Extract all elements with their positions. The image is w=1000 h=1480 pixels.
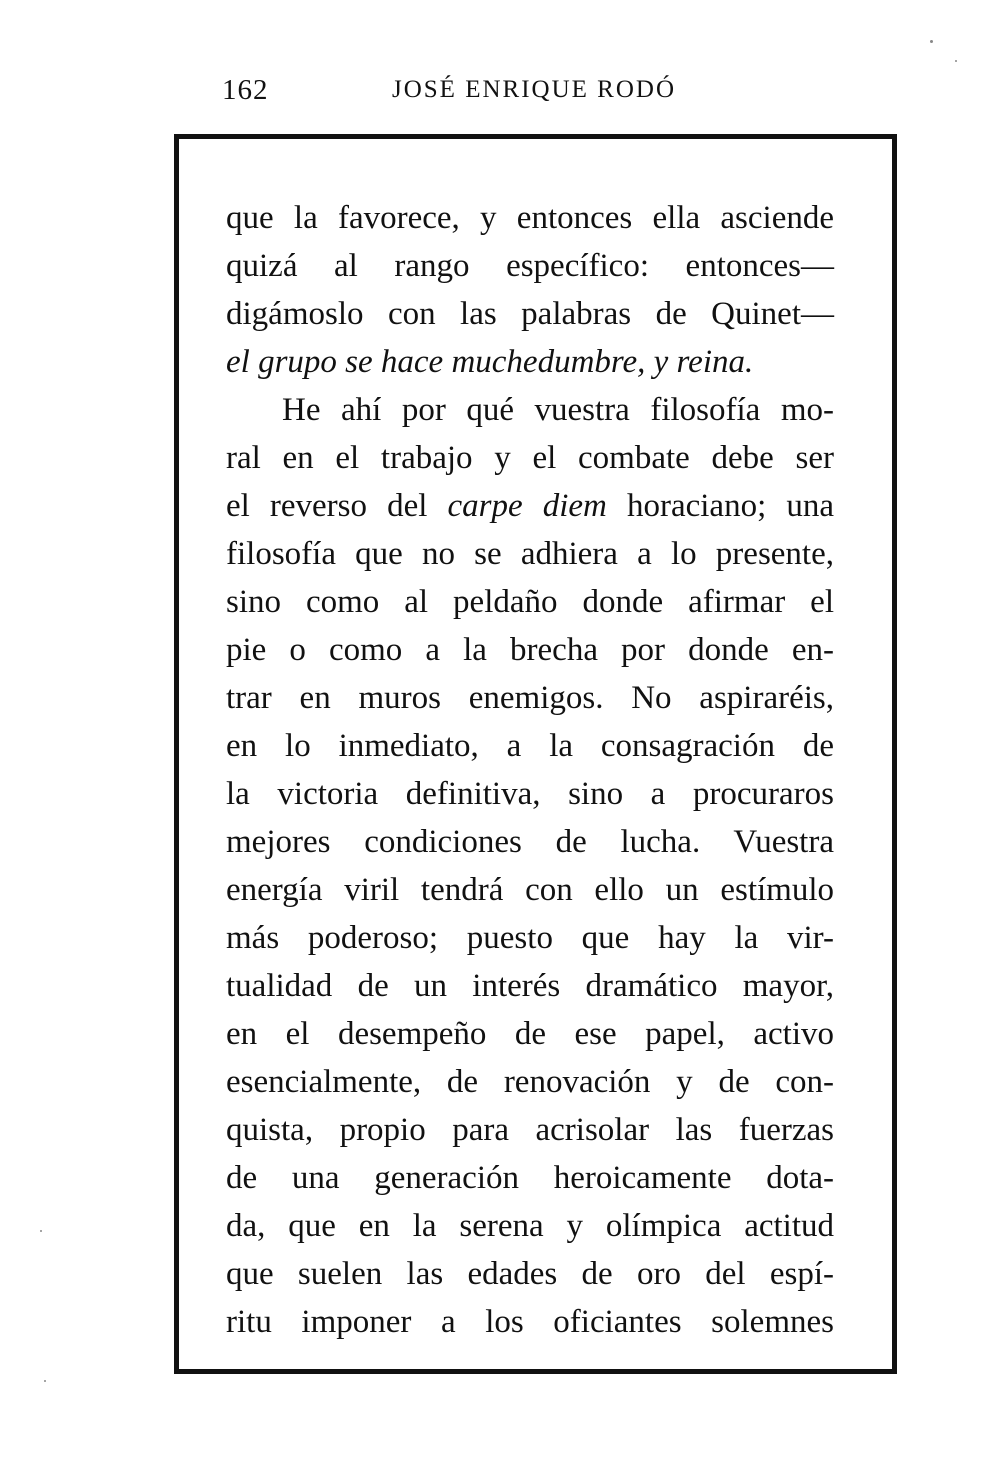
text-line: pie o como a la brecha por donde en- bbox=[226, 632, 834, 668]
text-line: mejores condiciones de lucha. Vuestra bbox=[226, 824, 834, 860]
text-line: que suelen las edades de oro del espí- bbox=[226, 1256, 834, 1292]
text-line: en lo inmediato, a la consagración de bbox=[226, 728, 834, 764]
text-line: quista, propio para acrisolar las fuerzas bbox=[226, 1112, 834, 1148]
text-line: quizá al rango específico: entonces— bbox=[226, 248, 834, 284]
italic-phrase: carpe diem bbox=[447, 488, 607, 524]
text-line-paragraph-start: He ahí por qué vuestra filosofía mo- bbox=[282, 392, 834, 428]
text-line: sino como al peldaño donde afirmar el bbox=[226, 584, 834, 620]
text-line: filosofía que no se adhiera a lo presente, bbox=[226, 536, 834, 572]
italic-quote: el grupo se hace muchedumbre, y reina. bbox=[226, 344, 754, 380]
text-line: trar en muros enemigos. No aspiraréis, bbox=[226, 680, 834, 716]
text-line: ral en el trabajo y el combate debe ser bbox=[226, 440, 834, 476]
body-text bbox=[226, 194, 834, 1346]
text-line: de una generación heroicamente dota- bbox=[226, 1160, 834, 1196]
text-line: digámoslo con las palabras de Quinet— bbox=[226, 296, 834, 332]
text-line: energía viril tendrá con ello un estímulo bbox=[226, 872, 834, 908]
text-line: en el desempeño de ese papel, activo bbox=[226, 1016, 834, 1052]
text-line: que la favorece, y entonces ella asciende bbox=[226, 200, 834, 236]
text-line: esencialmente, de renovación y de con- bbox=[226, 1064, 834, 1100]
scan-speck bbox=[44, 1380, 46, 1382]
text-line: el reverso del carpe diem horaciano; una bbox=[226, 488, 834, 524]
page-number: 162 bbox=[222, 74, 269, 106]
text-line bbox=[226, 338, 834, 386]
scan-speck bbox=[40, 1230, 42, 1232]
text-line: ritu imponer a los oficiantes solemnes bbox=[226, 1304, 834, 1340]
text-line: da, que en la serena y olímpica actitud bbox=[226, 1208, 834, 1244]
text-line: tualidad de un interés dramático mayor, bbox=[226, 968, 834, 1004]
running-head-author: JOSÉ ENRIQUE RODÓ bbox=[392, 76, 676, 103]
scan-speck bbox=[955, 60, 957, 62]
text-line: más poderoso; puesto que hay la vir- bbox=[226, 920, 834, 956]
text-line: la victoria definitiva, sino a procuraros bbox=[226, 776, 834, 812]
scan-speck bbox=[930, 40, 933, 43]
